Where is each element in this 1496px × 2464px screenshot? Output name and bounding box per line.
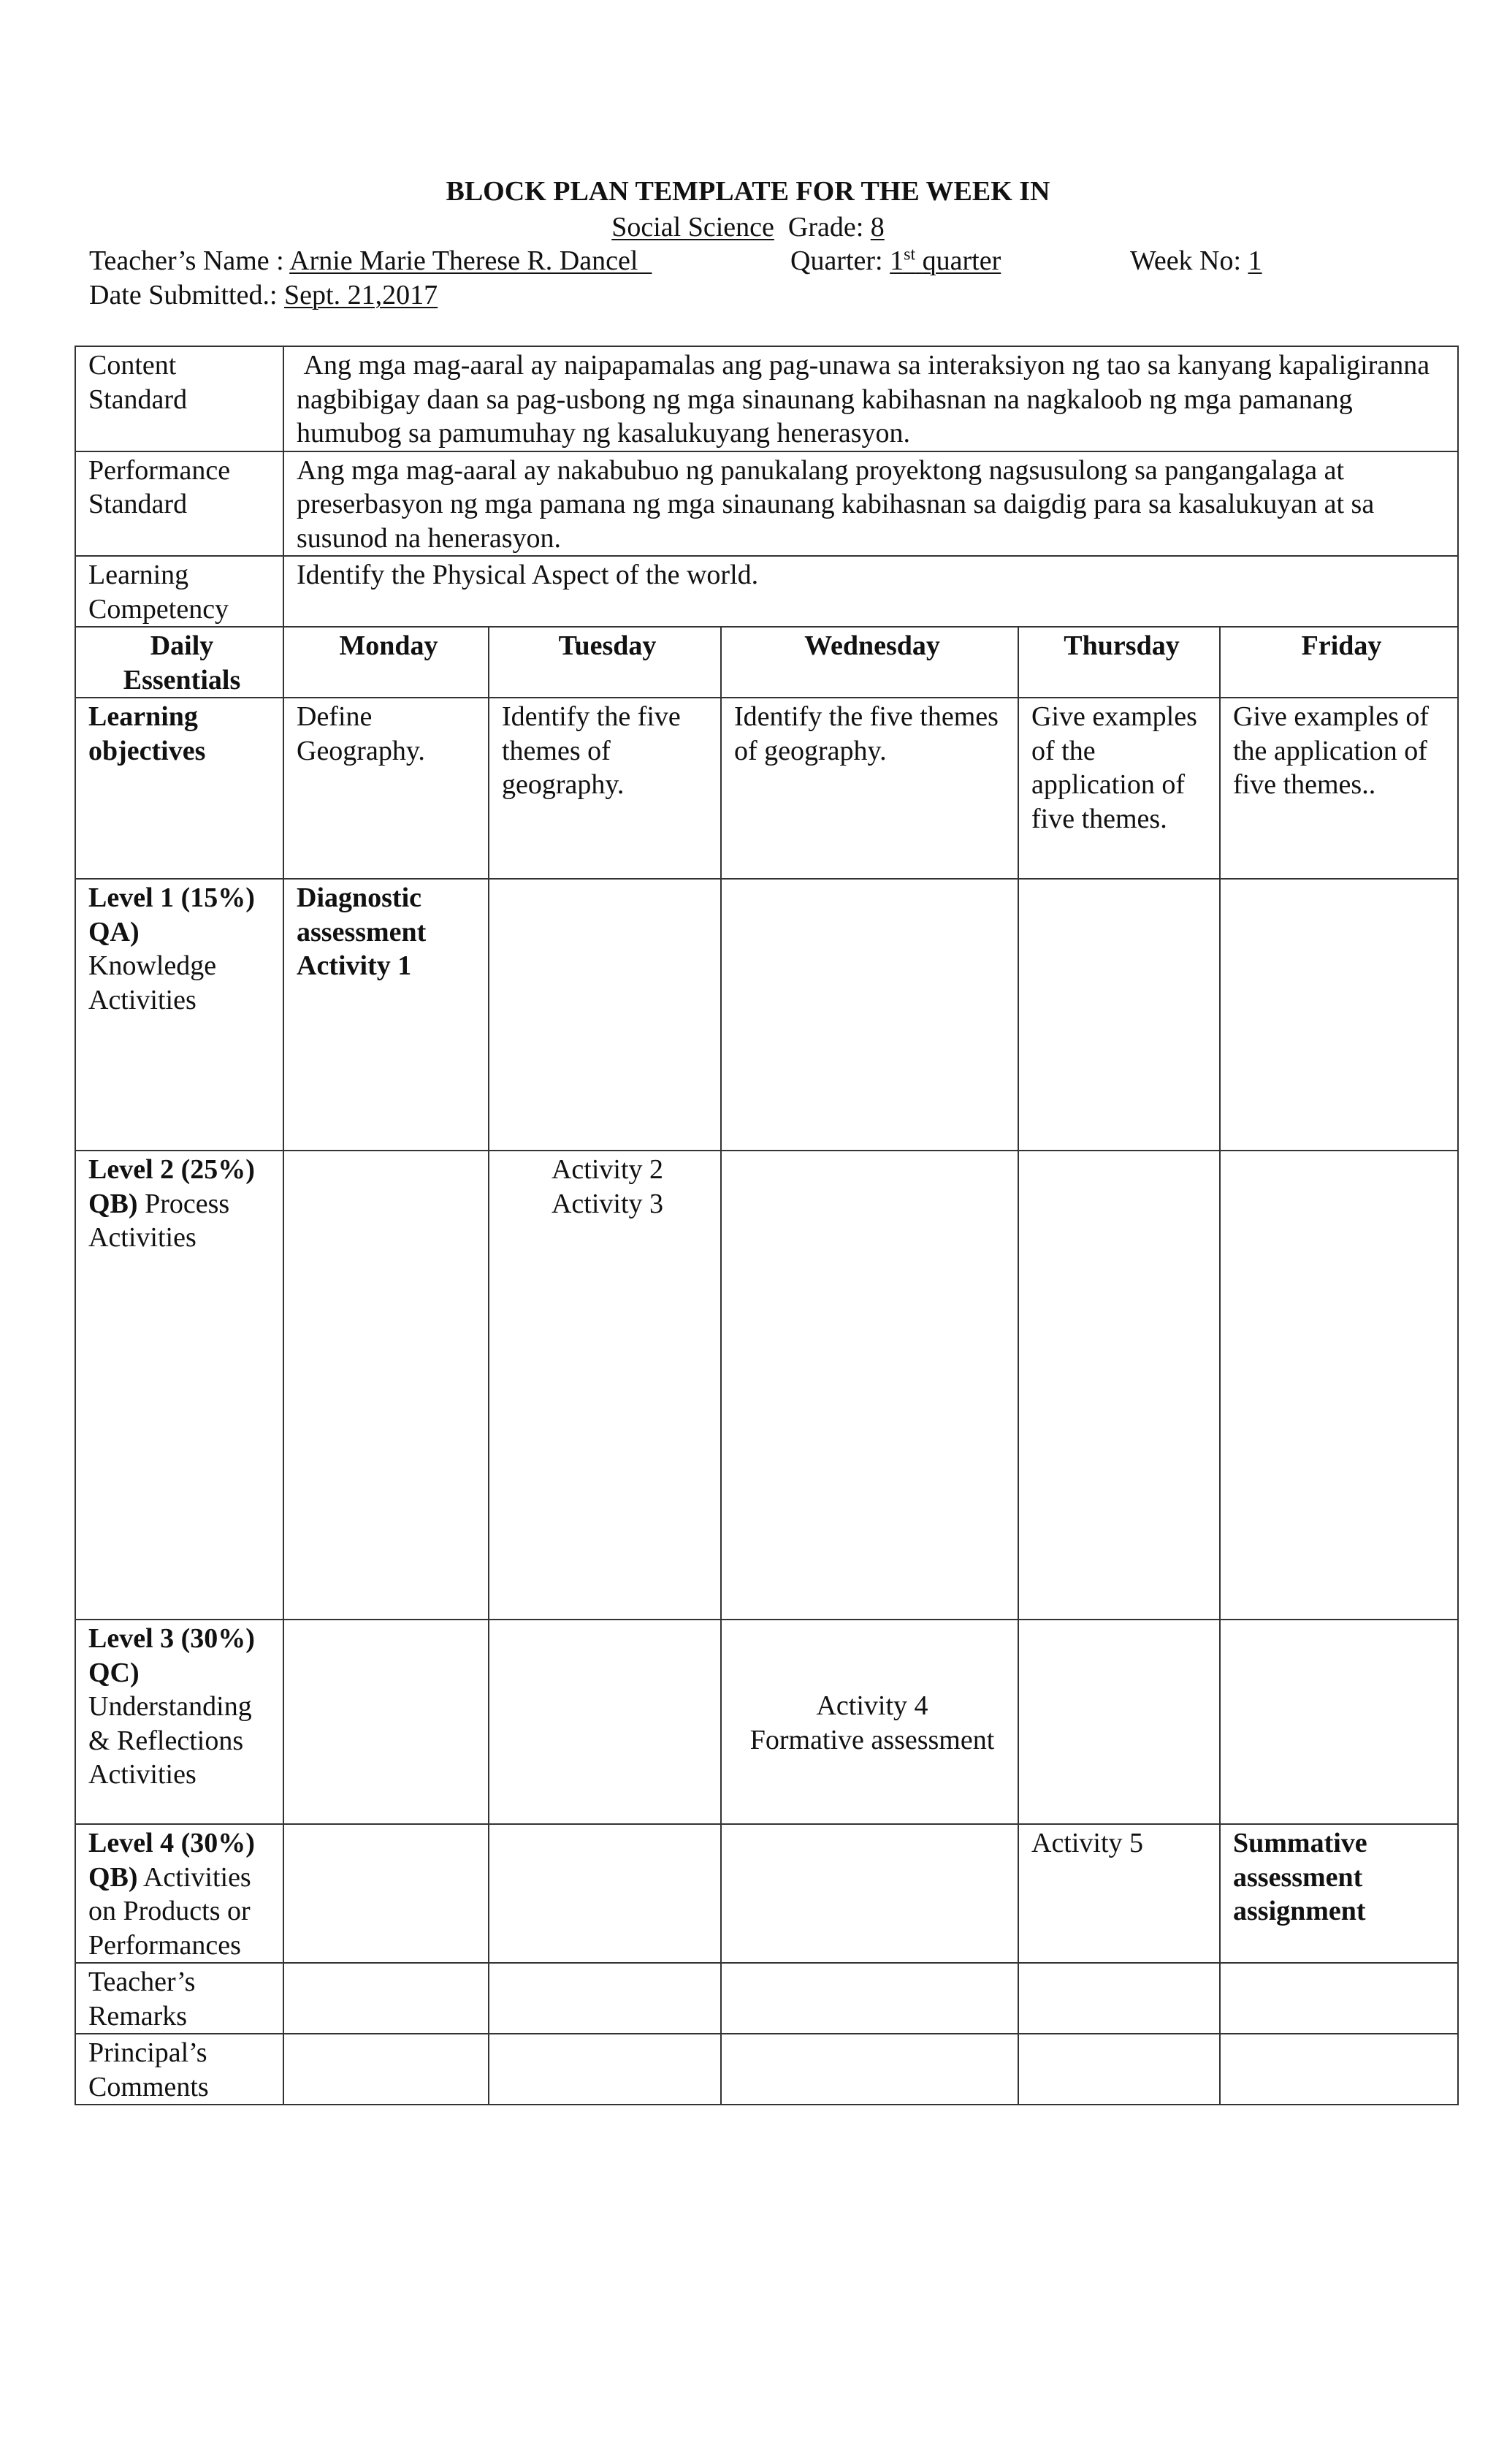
performance-standard-row <box>75 451 1458 557</box>
week-field <box>1130 243 1262 278</box>
teacher-name: Arnie Marie Therese R. Dancel <box>289 245 638 276</box>
friday-header: Friday <box>1220 627 1458 698</box>
wednesday-header: Wednesday <box>721 627 1018 698</box>
level-3-row <box>75 1620 1458 1824</box>
teacher-remarks-monday <box>283 1963 489 2034</box>
performance-standard-text: Ang mga mag-aaral ay nakabubuo ng panukalang proyektong nagsusulong sa pangangalaga at preserbasyon ng mga pamana ng mga sinaunang kabihasnan sa daigdig para sa kasalukuyan at sa susunod na henerasyon. <box>283 451 1458 557</box>
level-3-thursday <box>1018 1620 1220 1824</box>
principal-comments-thursday <box>1018 2034 1220 2105</box>
level-2-label: Level 2 (25%) QB) Process Activities <box>75 1151 283 1620</box>
subject-grade-line <box>0 210 1496 245</box>
level-2-wednesday <box>721 1151 1018 1620</box>
objective-wednesday: Identify the five themes of geography. <box>721 698 1018 879</box>
level-3-tuesday <box>489 1620 721 1824</box>
level-1-wednesday <box>721 879 1018 1151</box>
teacher-field <box>89 243 652 278</box>
daily-essentials-header: Daily Essentials <box>75 627 283 698</box>
grade-value: 8 <box>870 212 885 243</box>
learning-competency-row <box>75 556 1458 627</box>
level-4-thursday: Activity 5 <box>1018 1824 1220 1963</box>
level-2-monday <box>283 1151 489 1620</box>
level-2-friday <box>1220 1151 1458 1620</box>
teacher-remarks-tuesday <box>489 1963 721 2034</box>
objective-thursday: Give examples of the application of five themes. <box>1018 698 1220 879</box>
quarter-label: Quarter: <box>790 245 883 276</box>
date-value: Sept. 21,2017 <box>284 280 438 310</box>
level-2-tuesday: Activity 2 Activity 3 <box>489 1151 721 1620</box>
level-2-thursday <box>1018 1151 1220 1620</box>
level-4-row <box>75 1824 1458 1963</box>
level-4-tuesday <box>489 1824 721 1963</box>
principal-comments-monday <box>283 2034 489 2105</box>
level-1-thursday <box>1018 879 1220 1151</box>
week-label: Week No: <box>1130 245 1242 276</box>
date-label: Date Submitted.: <box>89 280 278 310</box>
learning-objectives-label: Learning objectives <box>75 698 283 879</box>
level-1-label: Level 1 (15%) QA) Knowledge Activities <box>75 879 283 1151</box>
level-4-friday: Summative assessment assignment <box>1220 1824 1458 1963</box>
document-title: BLOCK PLAN TEMPLATE FOR THE WEEK IN <box>446 176 1050 207</box>
level-1-row <box>75 879 1458 1151</box>
principal-comments-tuesday <box>489 2034 721 2105</box>
level-3-friday <box>1220 1620 1458 1824</box>
objective-tuesday: Identify the five themes of geography. <box>489 698 721 879</box>
content-standard-text: Ang mga mag-aaral ay naipapamalas ang pag-unawa sa interaksiyon ng tao sa kanyang kapaligiranna nagbibigay daan sa pag-usbong ng mga sinaunang kabihasnan na nagkaloob ng mga pamanang humubog sa pamumuhay ng kasalukuyang henerasyon. <box>283 346 1458 451</box>
learning-objectives-row <box>75 698 1458 879</box>
quarter-value: 1st quarter <box>890 245 1001 276</box>
level-2-row <box>75 1151 1458 1620</box>
level-1-friday <box>1220 879 1458 1151</box>
level-3-monday <box>283 1620 489 1824</box>
monday-header: Monday <box>283 627 489 698</box>
content-standard-row <box>75 346 1458 451</box>
level-4-wednesday <box>721 1824 1018 1963</box>
level-3-label: Level 3 (30%) QC) Understanding & Reflections Activities <box>75 1620 283 1824</box>
principal-comments-wednesday <box>721 2034 1018 2105</box>
teacher-remarks-friday <box>1220 1963 1458 2034</box>
objective-friday: Give examples of the application of five themes.. <box>1220 698 1458 879</box>
teacher-remarks-wednesday <box>721 1963 1018 2034</box>
tuesday-header: Tuesday <box>489 627 721 698</box>
level-3-wednesday: Activity 4 Formative assessment <box>721 1620 1018 1824</box>
content-standard-label: Content Standard <box>75 346 283 451</box>
principal-comments-label: Principal’s Comments <box>75 2034 283 2105</box>
subject-value: Social Science <box>611 212 774 243</box>
date-submitted-line <box>89 278 438 313</box>
principal-comments-row <box>75 2034 1458 2105</box>
performance-standard-label: Performance Standard <box>75 451 283 557</box>
principal-comments-friday <box>1220 2034 1458 2105</box>
week-value: 1 <box>1248 245 1262 276</box>
teacher-remarks-row <box>75 1963 1458 2034</box>
grade-label: Grade: <box>787 212 864 243</box>
level-1-monday: Diagnostic assessment Activity 1 <box>283 879 489 1151</box>
teacher-remarks-label: Teacher’s Remarks <box>75 1963 283 2034</box>
block-plan-table <box>75 346 1459 2105</box>
teacher-label: Teacher’s Name : <box>89 245 284 276</box>
thursday-header: Thursday <box>1018 627 1220 698</box>
learning-competency-label: Learning Competency <box>75 556 283 627</box>
teacher-quarter-week-line <box>89 243 1433 278</box>
quarter-field <box>790 243 1001 278</box>
level-1-tuesday <box>489 879 721 1151</box>
level-4-label: Level 4 (30%) QB) Activities on Products or Performances <box>75 1824 283 1963</box>
objective-monday: Define Geography. <box>283 698 489 879</box>
level-4-monday <box>283 1824 489 1963</box>
days-header-row <box>75 627 1458 698</box>
learning-competency-text: Identify the Physical Aspect of the world. <box>283 556 1458 627</box>
teacher-remarks-thursday <box>1018 1963 1220 2034</box>
